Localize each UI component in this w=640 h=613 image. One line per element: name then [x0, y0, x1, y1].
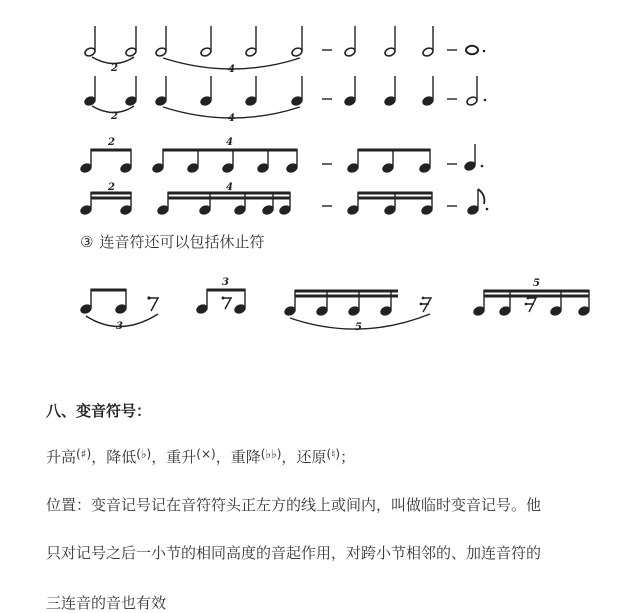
tuplet-number: 4 — [228, 113, 235, 124]
quarter-note — [84, 76, 96, 106]
half-note — [384, 26, 396, 57]
accidental-name: 降低 — [106, 448, 137, 466]
example-caption-text: 连音符还可以包括休止符 — [99, 233, 265, 251]
accidentals-line — [46, 446, 355, 467]
eighth-note-group — [347, 149, 431, 173]
half-note — [84, 26, 96, 57]
tuplet-number: 3 — [116, 321, 123, 332]
accidental-name: 还原 — [296, 448, 327, 466]
example-number: ③ — [80, 233, 94, 251]
quarter-note — [245, 76, 257, 106]
half-note — [245, 26, 257, 57]
row-quarter-notes — [84, 76, 487, 118]
tuplet-number: 5 — [533, 278, 540, 289]
quarter-note — [291, 76, 303, 106]
paragraph-line: 三连音的音也有效 — [46, 594, 167, 612]
tuplet-number: 2 — [108, 182, 115, 193]
half-note — [291, 26, 303, 57]
sixteenth-note-group — [347, 192, 433, 215]
eighth-rest — [222, 298, 231, 309]
separator: ， — [215, 448, 231, 466]
flat-icon: (♭) — [136, 447, 152, 461]
sharp-icon: (♯) — [76, 447, 92, 461]
separator: ， — [91, 448, 107, 466]
quarter-note — [155, 76, 167, 106]
sixteenth-note-pair — [80, 192, 132, 215]
tuplet-number: 2 — [108, 137, 115, 148]
tuplet-number: 5 — [355, 322, 362, 333]
dotted-whole-note — [466, 46, 485, 54]
dotted-half-note — [466, 76, 486, 106]
eighth-note-group — [152, 149, 298, 173]
separator: ， — [151, 448, 167, 466]
row-eighth-notes — [80, 144, 484, 173]
half-note — [125, 26, 137, 57]
dotted-eighth-note — [467, 189, 489, 215]
accidental-name: 重降 — [230, 448, 261, 466]
tuplet-number: 4 — [228, 64, 235, 75]
quarter-note — [344, 76, 356, 106]
tuplet-with-rest — [473, 290, 590, 316]
accidental-name: 重升 — [166, 448, 197, 466]
eighth-note-pair — [80, 149, 132, 173]
double-flat-icon: (♭♭) — [260, 447, 282, 461]
paragraph-line: 只对记号之后一小节的相同高度的音起作用，对跨小节相邻的、加连音符的 — [46, 544, 542, 562]
accidental-name: 升高 — [46, 448, 77, 466]
half-note — [422, 26, 434, 57]
separator: ， — [281, 448, 297, 466]
quarter-note — [384, 76, 396, 106]
dotted-quarter-note — [464, 144, 484, 171]
tuplet-number: 3 — [222, 277, 229, 288]
half-note — [155, 26, 167, 57]
rest-examples — [80, 277, 590, 333]
example-caption — [80, 231, 264, 252]
sixteenth-note-group — [157, 192, 291, 215]
quarter-note — [125, 76, 137, 106]
tuplet-number: 4 — [226, 182, 233, 193]
tuplet-number: 4 — [226, 137, 233, 148]
half-note — [200, 26, 212, 57]
tuplet-with-rest — [196, 289, 246, 314]
paragraph-line: 位置：变音记号记在音符符头正左方的线上或间内，叫做临时变音记号。他 — [46, 496, 542, 514]
section-heading: 八、变音符号： — [46, 402, 152, 420]
tuplet-number: 2 — [111, 111, 118, 122]
natural-icon: (♮) — [326, 447, 341, 461]
row-sixteenth-notes — [80, 189, 489, 215]
quarter-note — [200, 76, 212, 106]
quarter-note — [422, 76, 434, 106]
row-half-notes — [84, 26, 485, 69]
double-sharp-icon: (×) — [196, 447, 216, 461]
half-note — [344, 26, 356, 57]
terminator: ； — [340, 448, 356, 466]
tuplet-number: 2 — [111, 63, 118, 74]
eighth-rest — [148, 298, 158, 311]
